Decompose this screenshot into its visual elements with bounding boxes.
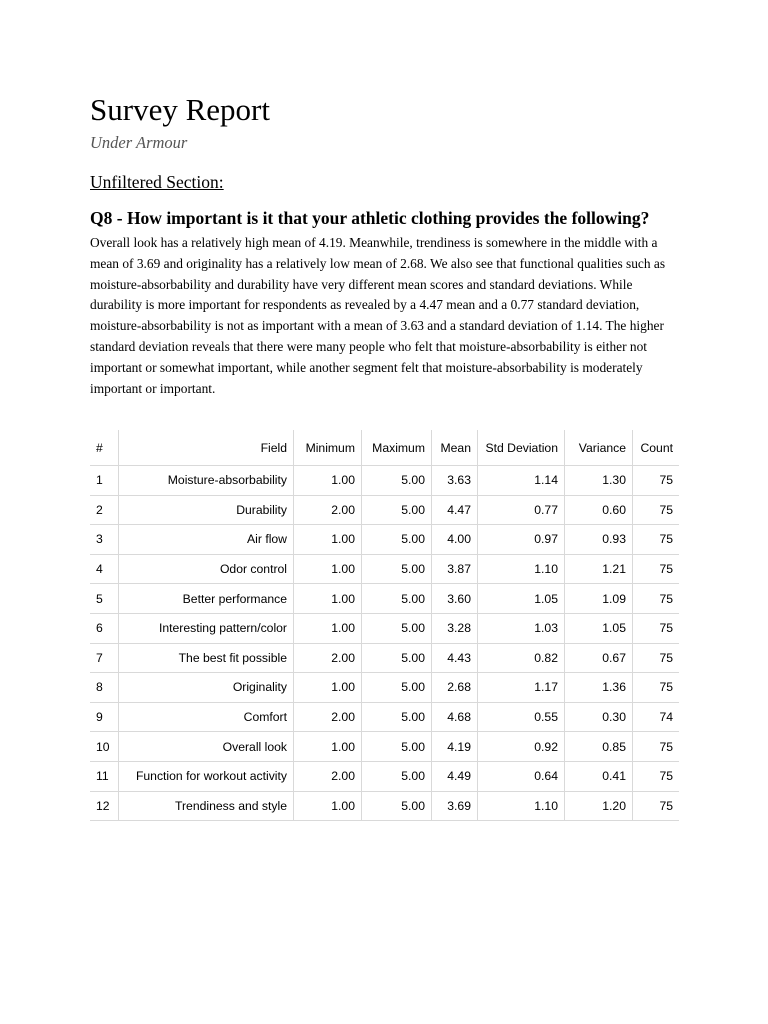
cell-number: 10	[90, 732, 119, 762]
cell-number: 8	[90, 673, 119, 703]
table-row	[90, 554, 679, 584]
cell-maximum: 5.00	[362, 761, 432, 791]
cell-std-deviation: 0.92	[478, 732, 565, 762]
header-variance: Variance	[565, 430, 633, 466]
cell-maximum: 5.00	[362, 732, 432, 762]
table-row	[90, 466, 679, 496]
table-row	[90, 761, 679, 791]
cell-maximum: 5.00	[362, 584, 432, 614]
cell-variance: 1.05	[565, 613, 633, 643]
cell-maximum: 5.00	[362, 495, 432, 525]
table-body	[90, 466, 679, 821]
cell-variance: 1.30	[565, 466, 633, 496]
cell-maximum: 5.00	[362, 702, 432, 732]
cell-number: 1	[90, 466, 119, 496]
cell-number: 7	[90, 643, 119, 673]
cell-minimum: 2.00	[294, 643, 362, 673]
cell-minimum: 1.00	[294, 791, 362, 821]
report-title: Survey Report	[90, 92, 270, 127]
cell-variance: 0.85	[565, 732, 633, 762]
cell-std-deviation: 1.17	[478, 673, 565, 703]
cell-number: 9	[90, 702, 119, 732]
cell-std-deviation: 0.55	[478, 702, 565, 732]
statistics-table	[90, 430, 679, 821]
cell-variance: 1.09	[565, 584, 633, 614]
cell-variance: 1.20	[565, 791, 633, 821]
cell-count: 75	[633, 466, 680, 496]
cell-std-deviation: 0.82	[478, 643, 565, 673]
cell-mean: 4.49	[432, 761, 478, 791]
section-label: Unfiltered Section:	[90, 172, 224, 192]
cell-std-deviation: 1.05	[478, 584, 565, 614]
cell-mean: 3.63	[432, 466, 478, 496]
cell-field: Odor control	[119, 554, 294, 584]
cell-count: 75	[633, 761, 680, 791]
cell-maximum: 5.00	[362, 643, 432, 673]
cell-minimum: 2.00	[294, 495, 362, 525]
cell-std-deviation: 1.03	[478, 613, 565, 643]
table-row	[90, 584, 679, 614]
cell-minimum: 1.00	[294, 466, 362, 496]
cell-field: Originality	[119, 673, 294, 703]
cell-number: 6	[90, 613, 119, 643]
cell-mean: 2.68	[432, 673, 478, 703]
table-header-row	[90, 430, 679, 466]
table-row	[90, 525, 679, 555]
table-row	[90, 702, 679, 732]
report-subtitle: Under Armour	[90, 133, 188, 152]
header-std-deviation: Std Deviation	[478, 430, 565, 466]
cell-std-deviation: 1.10	[478, 791, 565, 821]
cell-field: Overall look	[119, 732, 294, 762]
table-row	[90, 643, 679, 673]
cell-field: Comfort	[119, 702, 294, 732]
table-row	[90, 791, 679, 821]
cell-std-deviation: 0.97	[478, 525, 565, 555]
cell-count: 75	[633, 673, 680, 703]
header-count: Count	[633, 430, 680, 466]
cell-variance: 0.30	[565, 702, 633, 732]
cell-maximum: 5.00	[362, 466, 432, 496]
cell-field: Trendiness and style	[119, 791, 294, 821]
cell-field: Durability	[119, 495, 294, 525]
cell-count: 75	[633, 613, 680, 643]
header-maximum: Maximum	[362, 430, 432, 466]
cell-maximum: 5.00	[362, 525, 432, 555]
cell-variance: 0.93	[565, 525, 633, 555]
cell-count: 75	[633, 554, 680, 584]
cell-maximum: 5.00	[362, 673, 432, 703]
cell-std-deviation: 1.10	[478, 554, 565, 584]
cell-variance: 0.67	[565, 643, 633, 673]
cell-count: 74	[633, 702, 680, 732]
cell-count: 75	[633, 495, 680, 525]
cell-variance: 0.41	[565, 761, 633, 791]
cell-minimum: 1.00	[294, 613, 362, 643]
cell-field: Interesting pattern/color	[119, 613, 294, 643]
cell-variance: 0.60	[565, 495, 633, 525]
cell-maximum: 5.00	[362, 554, 432, 584]
cell-mean: 3.28	[432, 613, 478, 643]
cell-minimum: 1.00	[294, 673, 362, 703]
cell-variance: 1.21	[565, 554, 633, 584]
cell-minimum: 2.00	[294, 702, 362, 732]
cell-number: 4	[90, 554, 119, 584]
header-minimum: Minimum	[294, 430, 362, 466]
header-field: Field	[119, 430, 294, 466]
cell-count: 75	[633, 732, 680, 762]
table-row	[90, 732, 679, 762]
cell-count: 75	[633, 791, 680, 821]
cell-variance: 1.36	[565, 673, 633, 703]
cell-std-deviation: 0.77	[478, 495, 565, 525]
cell-mean: 3.87	[432, 554, 478, 584]
cell-mean: 4.19	[432, 732, 478, 762]
analysis-paragraph: Overall look has a relatively high mean of 4.19. Meanwhile, trendiness is somewhere in the middle with a mean of 3.69 and originality has a relatively low mean of 2.68. We also see that functional qualities such as moisture-absorbability and durability have very different mean scores and standard deviations. While durability is more important for respondents as revealed by a 4.47 mean and a 0.77 standard deviation, moisture-absorbability is not as important with a mean of 3.63 and a standard deviation of 1.14. The higher standard deviation reveals that there were many people who felt that moisture-absorbability is either not important or somewhat important, while another segment felt that moisture-absorbability is moderately important or important.	[90, 235, 666, 396]
cell-number: 2	[90, 495, 119, 525]
cell-minimum: 1.00	[294, 554, 362, 584]
cell-number: 5	[90, 584, 119, 614]
header-number: #	[90, 430, 119, 466]
table-row	[90, 673, 679, 703]
cell-field: Moisture-absorbability	[119, 466, 294, 496]
cell-mean: 3.69	[432, 791, 478, 821]
cell-field: Air flow	[119, 525, 294, 555]
cell-minimum: 1.00	[294, 732, 362, 762]
cell-mean: 4.00	[432, 525, 478, 555]
cell-minimum: 1.00	[294, 584, 362, 614]
cell-number: 3	[90, 525, 119, 555]
cell-number: 12	[90, 791, 119, 821]
cell-mean: 4.43	[432, 643, 478, 673]
question-heading: Q8 - How important is it that your athletic clothing provides the following?	[90, 208, 650, 228]
cell-maximum: 5.00	[362, 791, 432, 821]
cell-field: Function for workout activity	[119, 761, 294, 791]
table-row	[90, 495, 679, 525]
cell-std-deviation: 1.14	[478, 466, 565, 496]
cell-count: 75	[633, 584, 680, 614]
cell-minimum: 2.00	[294, 761, 362, 791]
cell-minimum: 1.00	[294, 525, 362, 555]
cell-number: 11	[90, 761, 119, 791]
cell-std-deviation: 0.64	[478, 761, 565, 791]
cell-mean: 4.47	[432, 495, 478, 525]
cell-mean: 3.60	[432, 584, 478, 614]
cell-maximum: 5.00	[362, 613, 432, 643]
cell-count: 75	[633, 643, 680, 673]
header-mean: Mean	[432, 430, 478, 466]
cell-field: The best fit possible	[119, 643, 294, 673]
cell-count: 75	[633, 525, 680, 555]
cell-field: Better performance	[119, 584, 294, 614]
table-row	[90, 613, 679, 643]
cell-mean: 4.68	[432, 702, 478, 732]
